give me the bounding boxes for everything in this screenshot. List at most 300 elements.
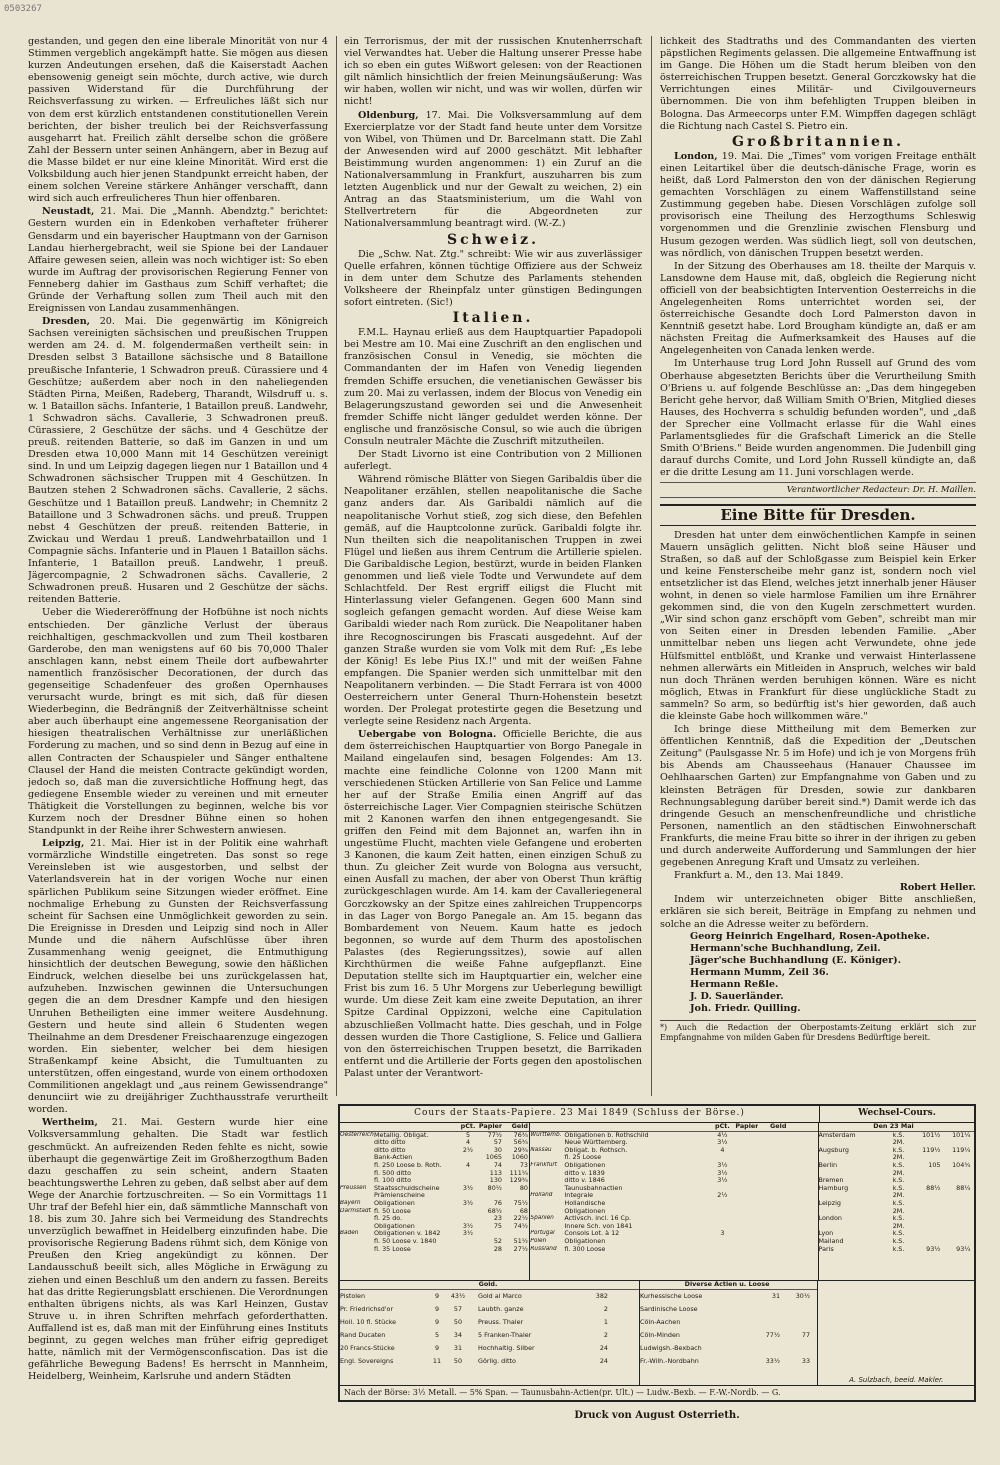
security-money bbox=[758, 1154, 786, 1162]
silver-name: Hochhaltig. Silber bbox=[478, 1343, 535, 1352]
broker-block bbox=[818, 1281, 974, 1385]
security-paper bbox=[730, 1162, 758, 1170]
endorser-name: Georg Heinrich Engelhard, Rosen-Apotheke. bbox=[690, 930, 930, 942]
header-blank bbox=[530, 1123, 564, 1131]
article-text: Die Volksversammlung auf dem Exercierplatze vor der Stadt fand heute unter dem Vorsitze von Wibel, von Thümen und Dr. Barcelmann statt. Die Zahl der Anwesenden wird auf 2000 geschätzt. Mit lebhafter Beistimmung wurden angenommen: 1) ein Zuruf an die Nationalversammlung in Frankfurt, auszuharren bis zum letzten Augenblick und nur der Gewalt zu weichen, 2) ein Antrag an das Staatsministerium, um die Wahl von Stellvertretern für die Abgeordneten zur Nationalversammlung beantragt wird. (W.-Z.) bbox=[344, 109, 642, 230]
stock-table-header bbox=[340, 1106, 974, 1123]
dateline: London, bbox=[674, 150, 718, 162]
security-paper: 77½ bbox=[487, 1131, 502, 1139]
header-blank bbox=[340, 1123, 374, 1131]
silver-value: 1 bbox=[603, 1317, 608, 1326]
security-paper: 130 bbox=[489, 1177, 502, 1185]
security-paper: 113 bbox=[489, 1169, 502, 1177]
gold-row bbox=[340, 1355, 639, 1368]
article-garibaldi: Während römische Blätter von Siegen Garibaldis über die Neapolitaner erzählen, stellen neapolitanische die Sache ganz anders dar. Als Garibaldi nämlich auf die neapolitanische Vorhut stieß, zog sich diese, den Befehlen gemäß, auf die Hauptcolonne zurück. Garibaldi folgte ihr. Nun theilten sich die neapolitanischen Truppen in zwei Flügel und ließen aus ihrem Centrum die Artillerie spielen. Die Garibaldische Legion, bestürzt, wurde in beiden Flanken genommen und ließ viele Todte und Verwundete auf dem Schlachtfeld. Der Rest ergriff eiligst die Flucht mit Hinterlassung vieler Gefangenen. Gegen 600 Mann sind sogleich gefangen gemacht worden. Auf diese Weise kam Garibaldi wieder nach Rom zurück. Die Neapolitaner haben ihre Recognoscirungen bis Frascati ausgedehnt. Auf der ganzen Straße wurden sie vom Volk mit dem Ruf: „Es lebe der König! Es lebe Pius IX.!" und mit der weißen Fahne empfangen. Die Spanier werden sich unmittelbar mit den Neapolitanern verbinden. — Die Stadt Ferrara ist von 4000 Oesterreichern unter General Thurn-Hohenstein besetzt worden. Der Prolegat protestirte gegen die Besetzung und verlegte seine Residenz nach Argenta. bbox=[344, 474, 642, 728]
column-2 bbox=[344, 36, 642, 1096]
appeal-endorsement: Indem wir unterzeichneten obiger Bitte anschließen, erklären sie sich bereit, Beiträge in Empfang zu nehmen und solche an die Adresse weiter zu befördern. bbox=[660, 894, 976, 930]
security-country bbox=[340, 1238, 374, 1246]
exchange-term: 2M. bbox=[892, 1154, 905, 1162]
securities-row bbox=[340, 1162, 529, 1170]
exchange-money bbox=[941, 1238, 971, 1246]
exchange-money bbox=[941, 1154, 971, 1162]
securities-row bbox=[530, 1139, 817, 1147]
exchange-row bbox=[819, 1147, 975, 1155]
place-date: Frankfurt a. M., den 13. Mai 1849. bbox=[674, 870, 844, 882]
dateline-date: 21. Mai. bbox=[100, 206, 144, 218]
gold-title: Gold. bbox=[478, 1281, 498, 1288]
security-name: Innere Sch. von 1841 bbox=[564, 1222, 633, 1230]
security-name: Obligationen bbox=[374, 1199, 415, 1207]
broker-name: A. Sulzbach, beeid. Makler. bbox=[849, 1376, 944, 1385]
security-country bbox=[530, 1170, 564, 1178]
security-pct bbox=[714, 1215, 730, 1223]
security-name: fl. 25 Loose bbox=[564, 1154, 602, 1162]
coin-kr: 34 bbox=[453, 1330, 463, 1339]
exchange-row bbox=[819, 1192, 975, 1200]
gold-header bbox=[340, 1281, 639, 1290]
page-id: 0503267 bbox=[4, 4, 42, 14]
security-country bbox=[530, 1139, 564, 1147]
dateline: Oldenburg, bbox=[358, 109, 419, 121]
security-pct bbox=[460, 1170, 476, 1178]
security-country: Spanien bbox=[530, 1215, 554, 1222]
exchange-place: Hamburg bbox=[818, 1184, 849, 1192]
coin-fl: 9 bbox=[434, 1343, 440, 1352]
security-name: Metallig. Obligat. bbox=[374, 1131, 429, 1139]
exchange-term: k.S. bbox=[892, 1237, 905, 1245]
exchange-money bbox=[941, 1200, 971, 1208]
article-oberhaus: In der Sitzung des Oberhauses am 18. theilte der Marquis v. Lansdowne dem Hause mit, daß, obgleich die Regierung nicht officiell von der beabsichtigten Intervention Oesterreichs in die Angelegenheiten Roms unterrichtet worden sei, der österreichische Gesandte doch Lord Palmerston davon in Kenntniß gesetzt habe. Lord Brougham kündigte an, daß er am nächsten Freitag die Aufmerksamkeit des Hauses auf die Angelegenheiten von Canada lenken werde. bbox=[660, 260, 976, 357]
security-name: Obligat. b. Rothsch. bbox=[564, 1146, 628, 1154]
security-country bbox=[530, 1200, 564, 1208]
coin-fl: 9 bbox=[434, 1304, 440, 1313]
exchange-term: 2M. bbox=[892, 1207, 905, 1215]
security-name: Obligationen b. Rothschild bbox=[564, 1131, 649, 1139]
exchange-money bbox=[941, 1223, 971, 1231]
header-blank bbox=[564, 1123, 714, 1131]
securities-row bbox=[340, 1139, 529, 1147]
shares-block bbox=[640, 1281, 818, 1385]
security-country bbox=[340, 1215, 374, 1223]
security-country bbox=[340, 1170, 374, 1178]
securities-row bbox=[530, 1215, 817, 1223]
security-money: 76¾ bbox=[513, 1131, 528, 1139]
article-text: Gestern wurde hier eine Volksversammlung gehalten. Die Stadt war festlich geschmückt. An aufreizenden Reden fehlte es nicht, sowie überhaupt die gegenwärtige Zeit im Großherzogthum Baden dazu geschaffen zu sein scheint, andern Staaten beachtungswerthe Lehren zu geben, daß selbst aber auf dem Wege der Anarchie fortzuschreiten. — So ein Vormittags 11 Uhr traf der Befehl hier ein, daß sämmtliche Mannschaft von 18. bis zum 30. Jahre sich bei Vermeidung des Standrechts unverzüglich bewaffnet in Heidelberg einzufinden habe. Die provisorische Regierung Badens rühmt sich, dem Könige von Preußen den Krieg angekündigt zu können. Der Landausschuß beeilt sich, alles Mögliche in Erwägung zu ziehen und einen Beschluß um den andern zu fassen. Bereits hat das dritte Regierungsblatt erschienen. Die Verordnungen enthalten übrigens nichts, als was Karl Heinzen, Gustav Struve u. in ihren Schriften mehrfach geforderthatten. Auffallend ist es, daß man mit der Einführung eines Instituts beginnt, zu gegen welches man früher eifrig geprediget hatte, nämlich mit der Vermögensconfiscation. Das ist die gefährliche Bewegung Badens! Es herrscht in Mannheim, Heidelberg, Weinheim, Karlsruhe und andern Städten bbox=[28, 1117, 328, 1383]
shares-row bbox=[640, 1342, 817, 1355]
coin-name: Holl. 10 fl. Stücke bbox=[340, 1317, 397, 1326]
gold-block bbox=[340, 1281, 640, 1385]
securities-header-row bbox=[340, 1123, 529, 1132]
security-pct: 3½ bbox=[462, 1230, 474, 1238]
stock-quotes-table bbox=[338, 1104, 976, 1402]
exchange-place bbox=[819, 1139, 887, 1147]
share-paper bbox=[750, 1342, 780, 1355]
shares-row bbox=[640, 1316, 817, 1329]
coin-fl: 9 bbox=[434, 1317, 440, 1326]
share-money bbox=[780, 1303, 810, 1316]
security-paper bbox=[730, 1230, 758, 1238]
security-pct bbox=[460, 1215, 476, 1223]
security-paper bbox=[730, 1154, 758, 1162]
security-paper: 1065 bbox=[485, 1154, 502, 1162]
exchange-place bbox=[819, 1192, 887, 1200]
security-money: 111¼ bbox=[509, 1169, 528, 1177]
exchange-term: k.S. bbox=[892, 1215, 905, 1223]
share-name: Cöln-Aachen bbox=[640, 1317, 681, 1326]
article-neustadt bbox=[28, 206, 328, 315]
coin-name: Engl. Sovereigns bbox=[340, 1356, 394, 1365]
security-country bbox=[530, 1208, 564, 1216]
security-name: Prämienscheine bbox=[374, 1192, 425, 1200]
share-money: 77 bbox=[801, 1330, 811, 1339]
exchange-paper bbox=[911, 1238, 941, 1246]
dateline-date: 17. Mai. bbox=[425, 109, 470, 121]
securities-row bbox=[340, 1223, 529, 1231]
security-pct bbox=[714, 1200, 730, 1208]
security-pct: 2½ bbox=[462, 1146, 474, 1154]
exchange-paper bbox=[911, 1154, 941, 1162]
dateline: Uebergabe von Bologna. bbox=[358, 729, 497, 741]
coin-name: Rand Ducaten bbox=[340, 1330, 386, 1339]
security-country bbox=[340, 1223, 374, 1231]
coin-fl: 5 bbox=[434, 1330, 440, 1339]
securities-row bbox=[530, 1177, 817, 1185]
securities-row bbox=[530, 1132, 817, 1140]
security-name: ditto v. 1846 bbox=[564, 1177, 605, 1185]
exchange-money: 88¼ bbox=[956, 1184, 971, 1192]
security-pct bbox=[714, 1154, 730, 1162]
security-country bbox=[530, 1185, 564, 1193]
security-pct bbox=[714, 1185, 730, 1193]
security-money bbox=[758, 1132, 786, 1140]
securities-row bbox=[530, 1230, 817, 1238]
column-separator bbox=[651, 36, 652, 1096]
security-money: 51½ bbox=[513, 1237, 528, 1245]
security-pct bbox=[460, 1238, 476, 1246]
dateline: Leipzig, bbox=[42, 838, 85, 850]
exchange-place bbox=[819, 1223, 887, 1231]
share-name: Kurhessische Loose bbox=[640, 1291, 703, 1300]
security-money bbox=[502, 1230, 528, 1238]
section-heading-schweiz: Schweiz. bbox=[447, 231, 539, 248]
shares-row bbox=[640, 1355, 817, 1368]
exchange-row bbox=[819, 1139, 975, 1147]
exchange-money bbox=[941, 1170, 971, 1178]
exchange-paper: 93½ bbox=[926, 1245, 941, 1253]
gold-row bbox=[340, 1316, 639, 1329]
exchange-term: k.S. bbox=[892, 1184, 905, 1192]
security-country: Russland bbox=[530, 1245, 557, 1252]
coin-fl: 11 bbox=[432, 1356, 442, 1365]
article-haynau: F.M.L. Haynau erließ aus dem Hauptquartier Papadopoli bei Mestre am 10. Mai eine Zuschrift an den englischen und französischen Consul in Venedig, sie möchten die Commandanten der im Hafen von Venedig liegenden fremden Schiffe ersuchen, die venetianischen Gewässer bis zum 20. Mai zu verlassen, indem der Blocus von Venedig ein Belagerungszustand geworden sei und die Anwesenheit fremder Schiffe nicht länger geduldet werden könne. Der englische und französische Consul, so wie auch die übrigen Consuln neutraler Mächte die Zuschrift mitzutheilen. bbox=[344, 327, 642, 447]
security-money bbox=[758, 1139, 786, 1147]
security-name: Consols Lot. à 12 bbox=[564, 1230, 620, 1238]
article-london bbox=[660, 151, 976, 260]
exchange-money: 104¾ bbox=[952, 1161, 971, 1169]
exchange-paper bbox=[911, 1177, 941, 1185]
security-country: Baden bbox=[340, 1230, 359, 1237]
securities-row bbox=[340, 1192, 529, 1200]
article-unterhaus: Im Unterhause trug Lord John Russell auf Grund des vom Oberhause abgesetzten Berichts über die Verurtheilung Smith O'Briens u. auf folgende Beschlüsse an: „Das dem hingegeben Bericht gehe hervor, daß William Smith O'Brien, Mitglied dieses Hauses, des Hochverra s schuldig befunden worden", und „daß der Sprecher eine Vollmacht erlasse für die Wahl eines Parlamentsgliedes für die Grafschaft Limerick an die Stelle Smith O'Briens." Beide wurden angenommen. Die Judenbill ging darauf durchs Comite, und Lord John Russell kündigte an, daß er die dritte Lesung am 11. Juni vorschlagen werde. bbox=[660, 358, 976, 479]
exchange-money bbox=[941, 1177, 971, 1185]
shares-header bbox=[640, 1281, 817, 1290]
security-name: fl. 100 ditto bbox=[374, 1177, 412, 1185]
exchange-row bbox=[819, 1238, 975, 1246]
endorser-name: Hermann Reßle. bbox=[690, 979, 779, 991]
share-money: 30½ bbox=[795, 1291, 811, 1300]
exchange-term: k.S. bbox=[892, 1199, 905, 1207]
exchange-row bbox=[819, 1223, 975, 1231]
security-country: Bayern bbox=[340, 1199, 361, 1206]
article-continued: ein Terrorismus, der mit der russischen Knutenherrschaft viel Verwandtes hat. Ueber die Haltung unserer Presse habe ich so eben ein gutes Wißwort gelesen: von der Reactionen gilt nämlich hinsichtlich der freien Meinungsäußerung: Was wir haben, wollen wir nicht, und was wir wollen, dürfen wir nicht! bbox=[344, 36, 642, 108]
article-bologna bbox=[344, 729, 642, 1080]
security-paper bbox=[730, 1177, 758, 1185]
column-1 bbox=[28, 36, 328, 1414]
editor-line: Verantwortlicher Redacteur: Dr. H. Maillen. bbox=[660, 482, 976, 498]
silver-value: 382 bbox=[595, 1291, 608, 1300]
share-paper: 77½ bbox=[765, 1330, 781, 1339]
securities-row bbox=[530, 1208, 817, 1216]
securities-row bbox=[530, 1238, 817, 1246]
security-paper: 23 bbox=[493, 1215, 502, 1223]
printer-imprint: Druck von August Osterrieth. bbox=[574, 1410, 740, 1421]
exchange-money: 119¼ bbox=[952, 1146, 971, 1154]
security-country bbox=[340, 1192, 374, 1200]
stock-table-title: Cours der Staats-Papiere. 23 Mai 1849 (Schluss der Börse.) bbox=[414, 1108, 745, 1119]
security-country bbox=[340, 1162, 374, 1170]
security-name: fl. 25 do. bbox=[374, 1215, 403, 1223]
security-pct bbox=[714, 1238, 730, 1246]
security-name: ditto ditto bbox=[374, 1139, 406, 1147]
security-name: ditto ditto bbox=[374, 1146, 406, 1154]
article-wertheim bbox=[28, 1117, 328, 1383]
securities-row bbox=[530, 1246, 817, 1254]
security-money bbox=[758, 1192, 786, 1200]
section-heading-grossbritannien: Großbritannien. bbox=[732, 133, 904, 150]
share-money bbox=[780, 1342, 810, 1355]
dateline-date: 20. Mai. bbox=[99, 316, 147, 328]
security-money bbox=[758, 1162, 786, 1170]
exchange-money: 101¼ bbox=[952, 1131, 971, 1139]
exchange-rates-block bbox=[819, 1123, 975, 1280]
security-money: 22½ bbox=[513, 1215, 528, 1223]
securities-row bbox=[530, 1200, 817, 1208]
security-name: fl. 300 Loose bbox=[564, 1245, 606, 1253]
share-money bbox=[780, 1316, 810, 1329]
security-paper: 28 bbox=[493, 1245, 502, 1253]
securities-header-row bbox=[530, 1123, 817, 1132]
security-pct bbox=[714, 1208, 730, 1216]
securities-row bbox=[340, 1230, 529, 1238]
exchange-place: Leipzig bbox=[818, 1199, 841, 1207]
exchange-term: 2M. bbox=[892, 1222, 905, 1230]
security-pct bbox=[460, 1208, 476, 1216]
exchange-row bbox=[819, 1132, 975, 1140]
security-name: Obligationen bbox=[564, 1237, 606, 1245]
securities-row bbox=[530, 1223, 817, 1231]
exchange-paper bbox=[911, 1170, 941, 1178]
exchange-paper bbox=[911, 1192, 941, 1200]
dateline-date: 21. Mai. bbox=[111, 1117, 163, 1129]
gold-row bbox=[340, 1290, 639, 1303]
exchange-place: Berlin bbox=[818, 1161, 838, 1169]
exchange-row bbox=[819, 1215, 975, 1223]
security-money bbox=[758, 1177, 786, 1185]
exchange-money: 93¼ bbox=[956, 1245, 971, 1253]
security-pct bbox=[460, 1246, 476, 1254]
security-money bbox=[758, 1230, 786, 1238]
exchange-paper: 88½ bbox=[926, 1184, 941, 1192]
securities-row bbox=[340, 1132, 529, 1140]
security-paper bbox=[730, 1238, 758, 1246]
exchange-paper: 101½ bbox=[922, 1131, 941, 1139]
article-continued: lichkeit des Stadtraths und des Commandanten des vierten päpstlichen Regiments gelassen. Die allgemeine Entwaffnung ist im Gange. Die Höhen um die Stadt herum bleiben von den österreichischen Truppen besetzt. General Gorczkowsky hat die Verrichtungen eines Militär- und Civilgouverneurs übernommen. Die von ihm befehligten Truppen bleiben in Bologna. Das Armeecorps unter F.M. Wimpffen dagegen schlägt die Richtung nach Castel S. Pietro ein. bbox=[660, 36, 976, 132]
security-country: Frankfurt bbox=[530, 1161, 558, 1168]
share-name: Ludwigsh.-Bexbach bbox=[640, 1343, 702, 1352]
security-pct: 3½ bbox=[462, 1222, 474, 1230]
security-country: Darmstadt bbox=[340, 1207, 371, 1214]
securities-row bbox=[340, 1238, 529, 1246]
securities-row bbox=[340, 1154, 529, 1162]
security-name: ditto v. 1839 bbox=[564, 1169, 605, 1177]
exchange-rates-title: Wechsel-Cours. bbox=[819, 1106, 974, 1122]
security-paper: 57 bbox=[493, 1139, 502, 1147]
security-paper bbox=[476, 1192, 502, 1200]
signer: Robert Heller. bbox=[899, 882, 976, 894]
securities-row bbox=[340, 1147, 529, 1155]
article-leipzig bbox=[28, 838, 328, 1116]
securities-row bbox=[530, 1192, 817, 1200]
security-money: 56¾ bbox=[513, 1139, 528, 1147]
security-country bbox=[340, 1177, 374, 1185]
security-country: Preussen bbox=[340, 1184, 367, 1191]
article-dresden bbox=[28, 316, 328, 606]
security-paper: 75 bbox=[493, 1222, 502, 1230]
security-name: Hollandische bbox=[564, 1199, 606, 1207]
coin-name: Pr. Friedrichsd'or bbox=[340, 1304, 394, 1313]
exchange-paper bbox=[911, 1208, 941, 1216]
security-country: Nassau bbox=[530, 1146, 552, 1153]
security-money: 1060 bbox=[511, 1154, 528, 1162]
security-paper bbox=[730, 1170, 758, 1178]
header-money: Geld bbox=[511, 1123, 528, 1130]
security-name: Obligationen bbox=[564, 1161, 606, 1169]
security-country bbox=[530, 1154, 564, 1162]
header-paper: Papier bbox=[478, 1123, 502, 1130]
silver-value: 24 bbox=[599, 1356, 608, 1365]
securities-row bbox=[340, 1215, 529, 1223]
exchange-row bbox=[819, 1177, 975, 1185]
security-paper: 76 bbox=[493, 1199, 502, 1207]
exchange-row bbox=[819, 1185, 975, 1193]
securities-row bbox=[340, 1185, 529, 1193]
section-heading-italien: Italien. bbox=[452, 310, 534, 327]
silver-name: Gold al Marco bbox=[478, 1291, 522, 1300]
silver-value: 2 bbox=[603, 1304, 608, 1313]
security-money bbox=[758, 1246, 786, 1254]
security-pct: 2½ bbox=[717, 1192, 728, 1200]
security-pct: 3 bbox=[720, 1230, 725, 1238]
security-paper bbox=[730, 1192, 758, 1200]
silver-value: 2 bbox=[603, 1330, 608, 1339]
exchange-money bbox=[941, 1139, 971, 1147]
share-paper: 31 bbox=[771, 1291, 781, 1300]
security-country bbox=[530, 1177, 564, 1185]
security-name: fl. 50 Loose bbox=[374, 1207, 411, 1215]
security-pct bbox=[714, 1223, 730, 1231]
security-money: 27½ bbox=[513, 1245, 528, 1253]
security-country: Holland bbox=[530, 1192, 553, 1199]
securities-row bbox=[340, 1246, 529, 1254]
share-name: Cöln-Minden bbox=[640, 1330, 680, 1339]
article-schweiz: Die „Schw. Nat. Ztg." schreibt: Wie wir aus zuverlässiger Quelle erfahren, können tüchtige Offiziere aus der Schweiz in dem unter dem Schutze des Parlaments stehenden Volksheere der Rheinpfalz unter günstigen Bedingungen sofort eintreten. (Sic!) bbox=[344, 248, 642, 308]
column-separator bbox=[336, 36, 337, 1096]
security-money: 73 bbox=[519, 1161, 528, 1169]
securities-row bbox=[530, 1170, 817, 1178]
silver-value: 24 bbox=[599, 1343, 608, 1352]
security-paper bbox=[730, 1223, 758, 1231]
column-3 bbox=[660, 36, 976, 1096]
security-country bbox=[530, 1223, 564, 1231]
security-pct bbox=[714, 1246, 730, 1254]
dateline: Neustadt, bbox=[42, 206, 95, 218]
share-paper bbox=[750, 1303, 780, 1316]
security-country bbox=[340, 1154, 374, 1162]
security-pct: 3½ bbox=[717, 1177, 728, 1185]
exchange-place: Lyon bbox=[818, 1230, 834, 1238]
appeal-title: Eine Bitte für Dresden. bbox=[660, 504, 976, 525]
security-name: fl. 35 Loose bbox=[374, 1245, 411, 1253]
security-paper: 80½ bbox=[487, 1184, 502, 1192]
header-money: Geld bbox=[770, 1123, 787, 1130]
exchange-money bbox=[941, 1215, 971, 1223]
coin-kr: 50 bbox=[453, 1356, 463, 1365]
security-name: fl. 500 ditto bbox=[374, 1169, 412, 1177]
securities-row bbox=[530, 1147, 817, 1155]
securities-row bbox=[530, 1185, 817, 1193]
coin-kr: 31 bbox=[453, 1343, 463, 1352]
security-paper: 30 bbox=[493, 1146, 502, 1154]
stock-table-body bbox=[340, 1123, 974, 1281]
exchange-term: 2M. bbox=[892, 1139, 905, 1147]
exchange-place bbox=[819, 1154, 887, 1162]
share-money: 33 bbox=[801, 1356, 811, 1365]
security-pct: 3½ bbox=[717, 1139, 728, 1147]
exchange-money bbox=[941, 1230, 971, 1238]
article-oldenburg bbox=[344, 110, 642, 231]
security-pct bbox=[460, 1192, 476, 1200]
security-pct: 5 bbox=[465, 1131, 471, 1139]
security-name: fl. 50 Loose v. 1840 bbox=[374, 1237, 437, 1245]
securities-row bbox=[340, 1170, 529, 1178]
appeal-text: Dresden hat unter dem einwöchentlichen Kampfe in seinen Mauern unsäglich gelitten. Nicht bloß seine Häuser und Straßen, so daß auf der Schloßgasse zum Beispiel kein Erker und keine Fensterscheibe mehr ganz ist, sondern noch viel entsetzlicher ist das Elend, welches jetzt innerhalb jener Häuser wohnt, in denen so viele harmlose Familien um ihre Ernährer gekommen sind, die von den Kugeln zerschmettert wurden. „Wir sind schon ganz erschöpft vom Geben", schreibt man mir von Seiten einer in Dresden lebenden Familie. „Aber unmittelbar neben uns liegen acht Verwundete, ohne jede Hülfsmittel entblößt, und Kranke und verwaist Hinterlassene nehmen allerwärts ein Mitleiden in Anspruch, welches wir bald nun doch Thränen werden beruhigen können. Wäre es nicht möglich, Etwas in Frankfurt für diese unglückliche Stadt zu sammeln? So arm, so bedürftig ist's hier geworden, daß auch die kleinste Gabe hoch willkommen wäre." bbox=[660, 529, 976, 722]
article-text: Die gegenwärtig im Königreich Sachsen vereinigten sächsischen und preußischen Truppen werden am 24. d. M. folgendermaßen vertheilt sein: in Dresden selbst 3 Bataillone sächsische und 8 Bataillone preußische Infanterie, 1 Schwadron preuß. Cürassiere und 4 Geschütze; außerdem aber noch in den naheliegenden Städten Pirna, Meißen, Radeberg, Tharandt, Wilsdruff u. s. w. 1 Bataillon sächs. Infanterie, 1 Bataillon preuß. Landwehr, 1 Schwadron sächs. Cavallerie, 3 Schwadronen preuß. Cürassiere, 2 Geschütze der sächs. und 4 Geschütze der preuß. reitenden Batterie, so daß im Ganzen in und um Dresden etwa 10,000 Mann mit 14 Geschützen vereinigt sind. In und um Leipzig dagegen liegen nur 1 Bataillon und 4 Schwadronen sächsischer Truppen mit 4 Geschützen. In Bautzen stehen 2 Schwadronen sächs. Cavallerie, 2 sächs. Geschütze und 1 Bataillon preuß. Landwehr; in Chemnitz 2 Bataillone und 3 Schwadronen sächs. und preuß. Truppen nebst 4 Geschützen der preuß. reitenden Batterie, in Zwickau und Werdau 1 preuß. Landwehrbataillon und 1 Compagnie sächs. Infanterie und in Plauen 1 Bataillon sächs. Infanterie, 1 Bataillon preuß. Landwehr, 1 preuß. Jägercompagnie, 2 Schwadronen sächs. Cavallerie, 2 Schwadronen preuß. Husaren und 2 Geschütze der sächs. reitenden Batterie. bbox=[28, 316, 328, 606]
endorser-name: Joh. Friedr. Quilling. bbox=[690, 1003, 801, 1015]
security-name: Activsch. incl. 16 Cp. bbox=[564, 1215, 632, 1223]
security-money: 68 bbox=[519, 1207, 528, 1215]
exchange-place: Augsburg bbox=[818, 1146, 849, 1154]
security-money: 80 bbox=[519, 1184, 528, 1192]
securities-row bbox=[340, 1177, 529, 1185]
security-pct bbox=[460, 1177, 476, 1185]
security-pct bbox=[460, 1154, 476, 1162]
security-money: 74½ bbox=[513, 1222, 528, 1230]
exchange-row bbox=[819, 1154, 975, 1162]
exchange-paper bbox=[911, 1139, 941, 1147]
security-paper: 52 bbox=[493, 1237, 502, 1245]
shares-row bbox=[640, 1303, 817, 1316]
exchange-paper bbox=[911, 1215, 941, 1223]
